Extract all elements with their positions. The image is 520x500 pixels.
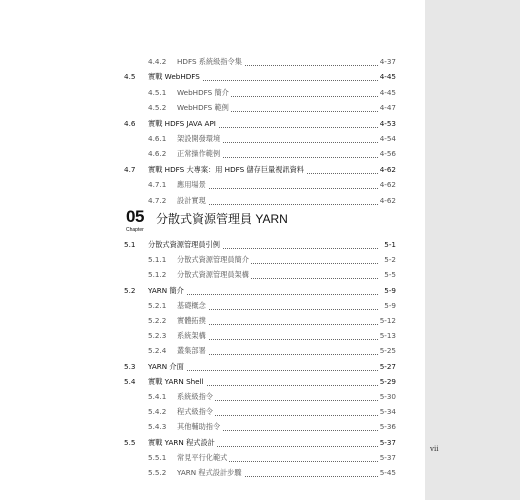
- toc-entry-page: [382, 254, 396, 266]
- toc-entry-title: [177, 56, 244, 68]
- toc-entry: [0, 315, 425, 327]
- toc-entry: [0, 87, 425, 99]
- toc-entry-page: [378, 133, 396, 145]
- toc-entry-title: [177, 391, 215, 403]
- toc-entry-page: [378, 345, 396, 357]
- toc-entry: [0, 421, 425, 433]
- toc-entry: [0, 345, 425, 357]
- toc-entry-title-text: YARN 介面: [148, 361, 184, 371]
- toc-entry-number: 5.5.2: [148, 468, 167, 477]
- toc-entry-number: 5.1: [124, 240, 136, 249]
- toc-entry-title-text: 分散式資源管理員簡介: [177, 255, 249, 265]
- toc-entry-title-text: 實戰 HDFS JAVA API: [148, 118, 216, 128]
- toc-entry-page-text: 4-62: [379, 195, 396, 205]
- toc-entry: [0, 285, 425, 297]
- toc-entry-title: [148, 437, 217, 449]
- toc-entry-page: [382, 239, 396, 251]
- toc-entry-page-text: 5-12: [379, 316, 396, 325]
- toc-entry-title: [177, 87, 231, 99]
- toc-entry-title-text: 正常操作範例: [177, 149, 221, 159]
- toc-entry: [0, 118, 425, 130]
- toc-entry-number: 4.7.2: [148, 195, 167, 205]
- toc-entry-title: [148, 239, 222, 251]
- toc-entry-number: 4.5: [124, 72, 136, 82]
- toc-entry-title-text: 實戰 HDFS 大專案：用 HDFS 儲存巨量視訊資料: [148, 164, 304, 174]
- toc-entry-page-text: 5-9: [384, 285, 396, 295]
- toc-entry-title-text: YARN 簡介: [148, 285, 184, 295]
- toc-entry: [0, 452, 425, 464]
- toc-entry: [0, 239, 425, 251]
- toc-entry-title: [148, 285, 186, 297]
- toc-entry-page-text: 5-25: [379, 346, 396, 356]
- toc-entry-page-text: 4-45: [379, 87, 396, 97]
- toc-entry-page: [382, 269, 396, 281]
- toc-entry-title-text: 常見平行化範式: [177, 452, 228, 462]
- toc-entry-page-text: 5-45: [379, 468, 396, 477]
- toc-entry-page: [378, 195, 396, 207]
- page-number: vii: [430, 445, 439, 453]
- page-edge-tab: [425, 0, 520, 500]
- toc-entry-title-text: 架設開發環境: [177, 134, 221, 143]
- toc-entry-page: [378, 406, 396, 418]
- toc-entry: [0, 300, 425, 312]
- toc-entry-number: 4.5.1: [148, 87, 167, 97]
- toc-entry: [0, 195, 425, 207]
- toc-entry-page: [378, 71, 396, 83]
- toc-entry-page-text: 4-62: [379, 180, 396, 190]
- toc-entry-title-text: 基礎概念: [177, 300, 206, 310]
- toc-entry-title: [177, 195, 208, 207]
- toc-entry: [0, 179, 425, 191]
- toc-entry-page: [378, 330, 396, 342]
- toc-entry-title: [177, 452, 229, 464]
- toc-entry-page-text: 4-54: [379, 134, 396, 143]
- toc-entry: [0, 133, 425, 145]
- chapter-title: 分散式資源管理員 YARN: [156, 212, 288, 226]
- toc-entry-title-text: 分散式資源管理員引例: [148, 240, 220, 249]
- toc-entry-page: [378, 164, 396, 176]
- toc-entry-title: [148, 71, 202, 83]
- toc-entry-page-text: 5-37: [379, 452, 396, 462]
- toc-entry-title: [177, 330, 208, 342]
- toc-entry-number: 5.4.1: [148, 392, 167, 401]
- toc-entry-page: [378, 315, 396, 327]
- toc-entry-page-text: 4-53: [379, 118, 396, 128]
- toc-entry-number: 5.2.1: [148, 300, 167, 310]
- toc-entry-page: [378, 87, 396, 99]
- toc-entry-number: 5.1.2: [148, 270, 167, 280]
- toc-entry-page: [378, 421, 396, 433]
- toc-entry-page-text: 5-37: [379, 437, 396, 447]
- toc-entry-page: [378, 467, 396, 479]
- toc-entry-title-text: 應用場景: [177, 180, 206, 190]
- toc-entry-page: [378, 391, 396, 403]
- toc-entry-title: [177, 300, 208, 312]
- toc-entry-page-text: 5-1: [384, 240, 396, 249]
- toc-entry-page-text: 5-36: [379, 422, 396, 432]
- toc-entry-title: [177, 179, 208, 191]
- toc-entry: [0, 406, 425, 418]
- toc-entry-title-text: 實戰 YARN Shell: [148, 376, 204, 386]
- toc-entry-page: [378, 452, 396, 464]
- toc-entry: [0, 361, 425, 373]
- toc-entry-title: [177, 148, 222, 160]
- toc-entry-title: [177, 102, 231, 114]
- toc-entry-page-text: 5-30: [379, 392, 396, 401]
- toc-entry-number: 4.6: [124, 118, 136, 128]
- toc-entry-title-text: WebHDFS 簡介: [177, 87, 229, 97]
- toc-entry-number: 5.2.4: [148, 346, 167, 356]
- toc-entry: [0, 148, 425, 160]
- toc-entry-title-text: 其他輔助指令: [177, 422, 221, 432]
- toc-entry-page-text: 4-62: [379, 164, 396, 174]
- toc-entry-title: [148, 376, 206, 388]
- toc-entry-number: 4.7.1: [148, 180, 167, 190]
- toc-entry-title-text: 系統級指令: [177, 392, 213, 401]
- toc-entry-number: 5.2: [124, 285, 136, 295]
- toc-entry: [0, 391, 425, 403]
- toc-entry-page: [382, 285, 396, 297]
- toc-entry-title-text: HDFS 系統級指令集: [177, 57, 242, 66]
- toc-entry-number: 5.5: [124, 437, 136, 447]
- toc-entry-page-text: 5-34: [379, 407, 396, 417]
- toc-entry-page-text: 5-2: [384, 255, 396, 265]
- toc-entry-number: 4.6.1: [148, 134, 167, 143]
- toc-entry-title-text: 程式級指令: [177, 407, 213, 417]
- toc-entry-title-text: WebHDFS 範例: [177, 103, 229, 113]
- toc-entry-page-text: 4-37: [379, 57, 396, 66]
- toc-entry-title: [177, 315, 208, 327]
- toc-entry-page: [378, 148, 396, 160]
- toc-entry-number: 5.2.2: [148, 316, 167, 325]
- toc-entry: [0, 164, 425, 176]
- toc-entry-page: [382, 300, 396, 312]
- toc-entry-number: 5.4.2: [148, 407, 167, 417]
- toc-entry-title-text: 叢集部署: [177, 346, 206, 356]
- chapter-word: Chapter: [126, 227, 144, 233]
- toc-entry-number: 5.4.3: [148, 422, 167, 432]
- toc-entry: [0, 56, 425, 68]
- toc-entry-title-text: 實戰 WebHDFS: [148, 72, 200, 82]
- toc-entry-page-text: 5-9: [384, 300, 396, 310]
- toc-entry: [0, 376, 425, 388]
- toc-entry-page: [378, 437, 396, 449]
- chapter-number: 05: [126, 207, 144, 226]
- toc-entry-number: 5.3: [124, 361, 136, 371]
- toc-entry-title: [148, 164, 306, 176]
- toc-entry-page: [378, 376, 396, 388]
- toc-entry-page-text: 5-27: [379, 361, 396, 371]
- toc-entry-title: [177, 345, 208, 357]
- toc-entry: [0, 330, 425, 342]
- toc-entry-number: 4.4.2: [148, 57, 167, 66]
- toc-entry-title: [177, 406, 215, 418]
- toc-entry-title-text: 實戰 YARN 程式設計: [148, 437, 215, 447]
- toc-entry-title: [177, 421, 222, 433]
- toc-entry-page-text: 4-56: [379, 149, 396, 159]
- toc-entry-title-text: 實體拓撲: [177, 316, 206, 325]
- toc-entry-title: [177, 269, 251, 281]
- toc-entry-page-text: 5-13: [379, 331, 396, 341]
- toc-entry-page-text: 5-5: [384, 270, 396, 280]
- toc-entry-title: [177, 467, 244, 479]
- toc-entry-title-text: 設計實現: [177, 195, 206, 205]
- toc-entry-title: [177, 133, 222, 145]
- toc-entry-title: [148, 118, 218, 130]
- toc-entry: [0, 254, 425, 266]
- toc-entry-number: 4.7: [124, 164, 136, 174]
- toc-entry-page: [378, 56, 396, 68]
- toc-entry-number: 5.1.1: [148, 255, 167, 265]
- toc-entry-page-text: 5-29: [379, 376, 396, 386]
- toc-entry-number: 5.4: [124, 376, 136, 386]
- toc-entry: [0, 269, 425, 281]
- toc-entry-number: 5.2.3: [148, 331, 167, 341]
- toc-entry: [0, 71, 425, 83]
- toc-entry-title-text: 分散式資源管理員架構: [177, 270, 249, 280]
- toc-entry-number: 4.5.2: [148, 103, 167, 113]
- toc-entry-page-text: 4-47: [379, 103, 396, 113]
- toc-entry: [0, 467, 425, 479]
- toc-entry-title-text: 系統架構: [177, 331, 206, 341]
- toc-entry-page: [378, 361, 396, 373]
- toc-entry-page: [378, 102, 396, 114]
- toc-entry-page: [378, 118, 396, 130]
- toc-entry: [0, 437, 425, 449]
- toc-entry-title: [177, 254, 251, 266]
- toc-entry-title: [148, 361, 186, 373]
- toc-entry: [0, 102, 425, 114]
- toc-entry-title-text: YARN 程式設計步驟: [177, 468, 242, 477]
- toc-entry-number: 5.5.1: [148, 452, 167, 462]
- toc-entry-number: 4.6.2: [148, 149, 167, 159]
- toc-entry-page-text: 4-45: [379, 72, 396, 82]
- toc-entry-page: [378, 179, 396, 191]
